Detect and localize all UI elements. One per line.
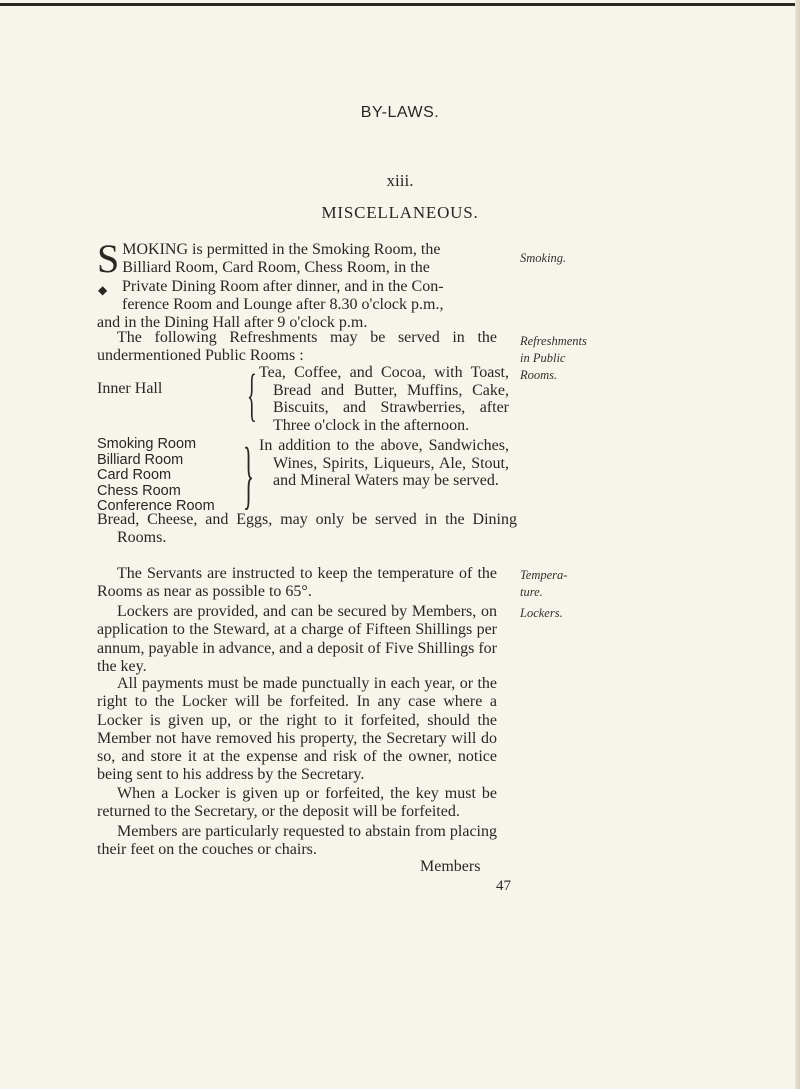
inner-hall-text: Tea, Coffee, and Cocoa, with Toast, Bread and Butter, Muffins, Cake, Biscuits, and Strawberries, after Three o'clock in the afternoon.: [259, 364, 509, 434]
room-label: Billiard Room: [97, 451, 184, 468]
payments-paragraph: All payments must be made punctually in each year, or the right to the Locker will be forfeited. In any case where a Locker is given up, or the right to it forfeited, should the Member not have removed his property, the Secretary will do so, and store it at the expense and risk of the owner, notice being sent to his address by the Secretary.: [97, 675, 497, 784]
smoking-line-3: Private Dining Room after dinner, and in the Con-: [122, 277, 444, 295]
margin-line: in Public: [520, 351, 566, 365]
page-number: 47: [496, 878, 511, 894]
smoking-line-1: MOKING is permitted in the Smoking Room, the: [122, 241, 441, 258]
running-head: BY-LAWS.: [360, 104, 440, 121]
left-brace-icon: {: [247, 362, 257, 427]
margin-note-lockers: Lockers.: [520, 606, 563, 620]
diamond-ornament-icon: ◆: [98, 283, 108, 297]
room-label: Conference Room: [97, 498, 215, 515]
smoking-line-4: ference Room and Lounge after 8.30 o'clock p.m.,: [122, 295, 444, 313]
smoking-paragraph: [97, 236, 497, 332]
abstain-paragraph: Members are particularly requested to abstain from placing their feet on the couches or chairs.: [97, 823, 497, 859]
lockers-paragraph: Lockers are provided, and can be secured by Members, on application to the Steward, at a charge of Fifteen Shillings per annum, payable in advance, and a deposit of Five Shillings for the key.: [97, 603, 497, 675]
right-brace-icon: }: [243, 433, 254, 517]
rooms-label-list: [97, 437, 215, 515]
drop-cap: S: [97, 236, 120, 281]
locker-given-paragraph: When a Locker is given up or forfeited, the key must be returned to the Secretary, or the deposit will be forfeited.: [97, 785, 497, 821]
margin-line: ture.: [520, 585, 543, 599]
room-label: Chess Room: [97, 482, 181, 499]
section-title: MISCELLANEOUS.: [321, 203, 479, 222]
margin-line: Rooms.: [520, 368, 558, 382]
smoking-line-2: Billiard Room, Card Room, Chess Room, in the: [122, 259, 430, 277]
margin-note-temperature: [520, 567, 567, 601]
rooms-text: In addition to the above, Sandwiches, Wines, Spirits, Liqueurs, Ale, Stout, and Mineral Waters may be served.: [259, 437, 509, 489]
section-number: xiii.: [386, 171, 414, 190]
smoking-line-5: and in the Dining Hall after 9 o'clock p.m.: [97, 314, 368, 332]
room-label: Card Room: [97, 467, 172, 484]
margin-line: Refreshments: [520, 334, 587, 348]
catchword: Members: [420, 858, 481, 875]
refreshments-paragraph: The following Refreshments may be served in the undermentioned Public Rooms :: [97, 329, 497, 365]
servants-paragraph: The Servants are instructed to keep the temperature of the Rooms as near as possible to 65°.: [97, 565, 497, 601]
margin-line: Tempera-: [520, 568, 568, 582]
inner-hall-label: Inner Hall: [97, 380, 163, 397]
page-edge: [795, 0, 800, 1089]
top-rule: [0, 3, 800, 6]
margin-note-refreshments: [520, 333, 587, 384]
margin-note-smoking: Smoking.: [520, 251, 567, 265]
room-label: Smoking Room: [97, 436, 197, 452]
bread-paragraph: Bread, Cheese, and Eggs, may only be served in the Dining Rooms.: [97, 511, 517, 547]
